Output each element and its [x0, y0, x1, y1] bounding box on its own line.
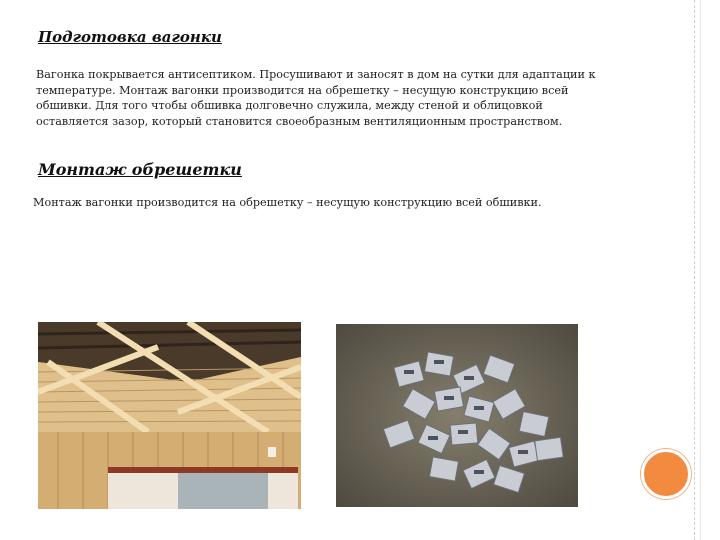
slide-frame-line [700, 0, 701, 540]
ceiling-photo-illustration [38, 322, 301, 509]
section-heading-preparation: Подготовка вагонки [38, 28, 222, 46]
ceiling-photo [38, 322, 301, 509]
section-paragraph-preparation: Вагонка покрывается антисептиком. Просушивают и заносят в дом на сутки для адаптации к температуре. Монтаж вагонки производится на обрешетку – несущую конструкцию всей обшивки. Для того чтобы обшивка долговечно служила, между стеной и облицовкой оставляется зазор, который становится своеобразным вентиляционным пространством. [36, 68, 596, 128]
section-paragraph-battens: Монтаж вагонки производится на обрешетку – несущую конструкцию всей обшивки. [33, 196, 542, 209]
clips-photo-illustration [336, 324, 578, 507]
section-heading-battens: Монтаж обрешетки [38, 160, 242, 179]
accent-circle-decoration [641, 449, 691, 499]
slide-frame-dashed-line [694, 0, 695, 540]
clips-photo [336, 324, 578, 507]
